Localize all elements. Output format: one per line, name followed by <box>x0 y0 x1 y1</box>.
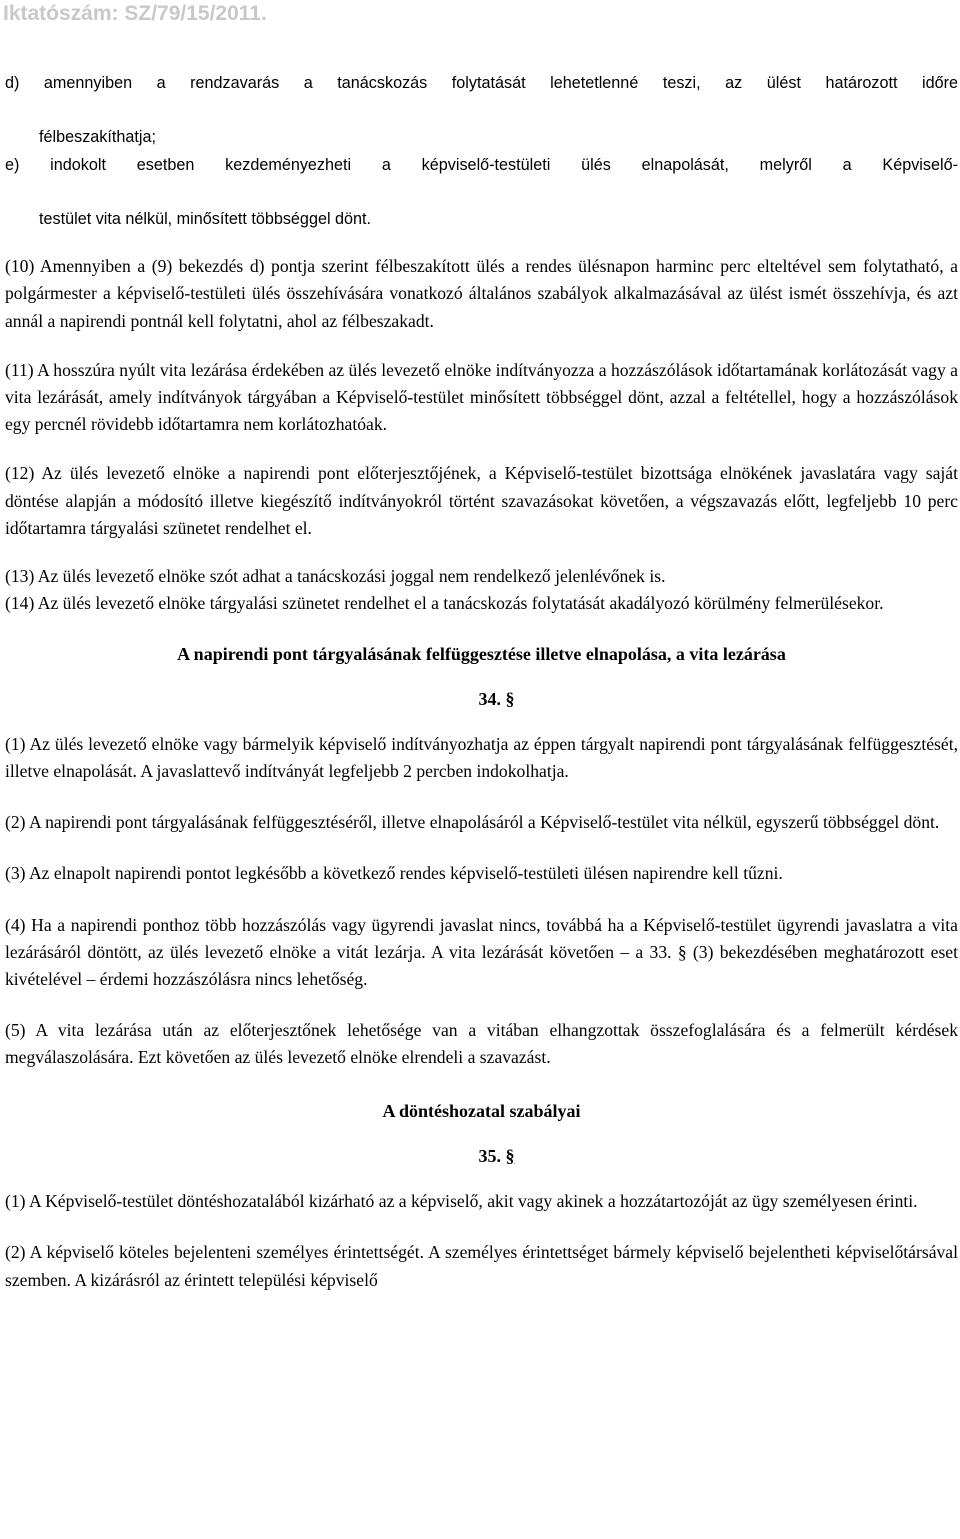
item-d-line1: d) amennyiben a rendzavarás a tanácskozás folytatását lehetetlenné teszi, az ülést határozott időre <box>5 74 958 92</box>
section-34-number <box>5 686 958 713</box>
paragraph-12: (12) Az ülés levezető elnöke a napirendi pont előterjesztőjének, a Képviselő-testület bizottsága elnökének javaslatára vagy saját döntése alapján a módosító illetve kiegészítő indítványokról történt szavazásokat követően, a végszavazás előtt, legfeljebb 10 perc időtartamra tárgyalási szünetet rendelhet el. <box>5 463 958 538</box>
item-e-line2: testület vita nélkül, minősített többséggel dönt. <box>39 210 372 229</box>
section-34-paragraph-2: (2) A napirendi pont tárgyalásának felfüggesztéséről, illetve elnapolásáról a Képviselő-testület vita nélkül, egyszerű többséggel dönt. <box>5 812 940 833</box>
paragraph-14: (14) Az ülés levezető elnöke tárgyalási szünetet rendelhet el a tanácskozás folytatását akadályozó körülmény felmerülésekor. <box>5 593 884 614</box>
document-id-header: Iktatószám: SZ/79/15/2011. <box>3 2 267 25</box>
section-35-paragraph-2: (2) A képviselő köteles bejelenteni személyes érintettségét. A személyes érintettséget bármely képviselő bejelentheti képviselőtársával szemben. A kizárásról az érintett települési képviselő <box>5 1242 958 1290</box>
paragraph-11: (11) A hosszúra nyúlt vita lezárása érdekében az ülés levezető elnöke indítványozza a hozzászólások időtartamának korlátozását vagy a vita lezárását, amely indítványok tárgyában a Képviselő-testület minősített többséggel dönt, azzal a feltétellel, hogy a hozzászólások egy percnél rövidebb időtartamra nem korlátozhatóak. <box>5 359 958 435</box>
paragraph-sign: § <box>505 688 515 709</box>
document-page <box>5 70 958 1294</box>
section-34-paragraph-4: (4) Ha a napirendi ponthoz több hozzászólás vagy ügyrendi javaslat nincs, továbbá ha a Képviselő-testület ügyrendi javaslatra a vita lezárásáról döntött, az ülés levezető elnöke a vitát lezárja. A vita lezárását követően – a 33. § (3) bekezdésében meghatározott eset kivételével – érdemi hozzászólásra nincs lehetőség. <box>5 914 958 990</box>
paragraph-sign: § <box>505 1145 515 1166</box>
section-number: 34. <box>478 688 501 709</box>
item-d-line2: félbeszakíthatja; <box>39 128 156 147</box>
paragraph-13: (13) Az ülés levezető elnöke szót adhat a tanácskozási joggal nem rendelkező jelenlévőnek is. <box>5 566 666 587</box>
section-number: 35. <box>478 1145 501 1166</box>
section-34-paragraph-1: (1) Az ülés levezető elnöke vagy bármelyik képviselő indítványozhatja az éppen tárgyalt napirendi pont tárgyalásának felfüggesztését, illetve elnapolását. A javaslattevő indítványát legfeljebb 2 percben indokolhatja. <box>5 733 958 782</box>
item-e-line1: e) indokolt esetben kezdeményezheti a képviselő-testületi ülés elnapolását, melyről a Képviselő- <box>5 155 958 174</box>
section-35-number <box>5 1143 958 1170</box>
section-34-paragraph-3: (3) Az elnapolt napirendi pontot legkésőbb a következő rendes képviselő-testületi ülésen napirendre kell tűzni. <box>5 863 783 884</box>
section-heading-decision-making: A döntéshozatal szabályai <box>382 1100 581 1121</box>
section-35-paragraph-1: (1) A Képviselő-testület döntéshozatalából kizárható az a képviselő, akit vagy akinek a hozzátartozóját az ügy személyesen érinti. <box>5 1191 918 1212</box>
paragraph-10: (10) Amennyiben a (9) bekezdés d) pontja szerint félbeszakított ülés a rendes ülésnapon harminc perc elteltével sem folytatható, a polgármester a képviselő-testületi ülés összehívására vonatkozó általános szabályok alkalmazásával az ülést ismét összehívja, és azt annál a napirendi pontnál kell folytatni, ahol az félbeszakadt. <box>5 256 958 331</box>
section-34-paragraph-5: (5) A vita lezárása után az előterjesztőnek lehetősége van a vitában elhangzottak összefoglalására és a felmerült kérdések megválaszolására. Ezt követően az ülés levezető elnöke elrendeli a szavazást. <box>5 1020 958 1068</box>
section-heading-suspension: A napirendi pont tárgyalásának felfüggesztése illetve elnapolása, a vita lezárása <box>177 644 786 665</box>
